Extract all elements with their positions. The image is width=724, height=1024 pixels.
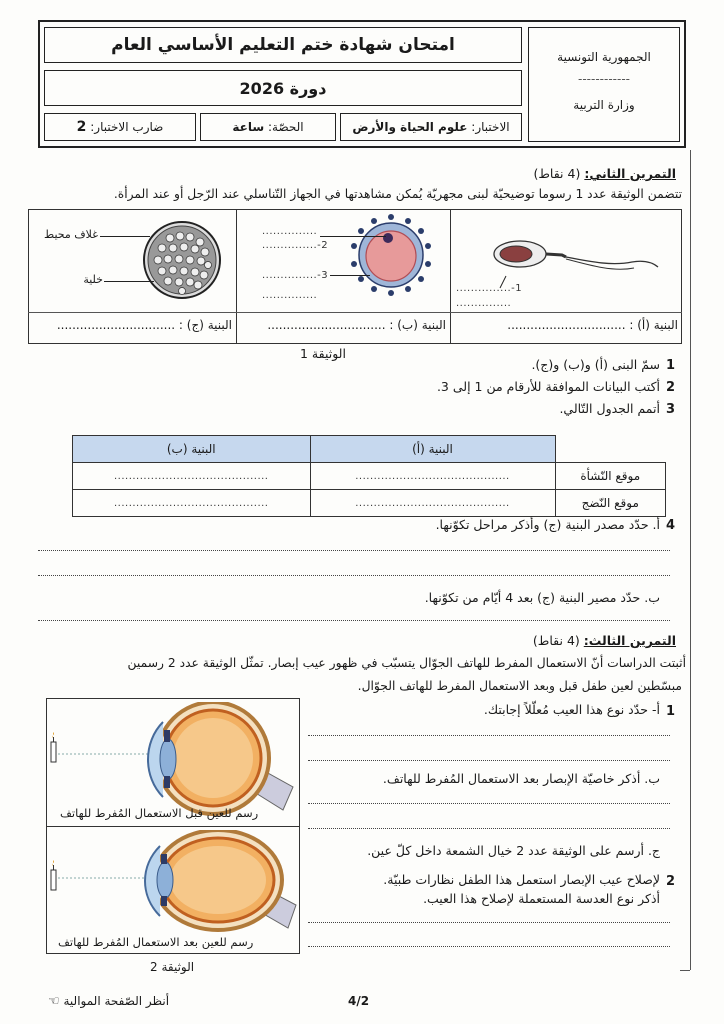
eye-before-drawing bbox=[48, 702, 298, 820]
pointing-hand-icon: ☜ bbox=[48, 994, 60, 1009]
q4a-text: أ. حدّد مصدر البنية (ج) وأذكر مراحل تكوّنها. bbox=[435, 517, 660, 532]
answer-line-q4a-1[interactable] bbox=[38, 550, 670, 551]
answer-line-ex3-q1b-1[interactable] bbox=[308, 803, 670, 804]
duration-value: ساعة bbox=[232, 120, 265, 134]
exam-session: دورة 2026 bbox=[44, 70, 522, 106]
eye-before-caption: رسم للعين قبل الاستعمال المُفرط للهاتف bbox=[60, 806, 259, 820]
duration-cell bbox=[200, 113, 336, 141]
figure-divider-1 bbox=[236, 209, 237, 344]
answer-line-ex3-q1a-1[interactable] bbox=[308, 735, 670, 736]
coefficient-label: ضارب الاختبار: bbox=[90, 120, 164, 134]
b-label3: ...............-3 bbox=[262, 270, 329, 281]
table-cell-a1[interactable]: .......................................... bbox=[310, 463, 555, 490]
q3-text: أتمم الجدول التّالي. bbox=[559, 401, 660, 416]
coefficient-cell bbox=[44, 113, 196, 141]
answer-line-ex3-q2-1[interactable] bbox=[308, 922, 670, 923]
a-dots: ............... bbox=[456, 298, 512, 309]
figure-label-row-line bbox=[28, 312, 682, 313]
b-dots-top: ............... bbox=[262, 226, 318, 237]
subject-value: علوم الحياة والأرض bbox=[352, 120, 468, 134]
ex3-q2-number: 2 bbox=[666, 874, 676, 889]
exam-title: امتحان شهادة ختم التعليم الأساسي العام bbox=[44, 27, 522, 63]
q1-text: سمّ البنى (أ) و(ب) و(ج). bbox=[531, 357, 660, 372]
table-cell-b1[interactable]: .......................................... bbox=[73, 463, 311, 490]
table-header-b: البنية (ب) bbox=[73, 436, 311, 463]
exercise2-points: (4 نقاط) bbox=[533, 166, 581, 181]
exercise3-title: التمرين الثالث: bbox=[583, 633, 676, 648]
exercise3-intro-1: أثبتت الدراسات أنّ الاستعمال المفرط للهاتف الجوّال يتسبّب في ظهور عيب إبصار. تمثّل الوثيقة عدد 2 رسمين bbox=[127, 656, 686, 670]
exercise2-intro: تتضمن الوثيقة عدد 1 رسوما توضيحيّة لبنى مجهريّة يُمكن مشاهدتها في الجهاز التّناسلي عند الرّجل أو عند المرأة. bbox=[113, 187, 682, 201]
answer-line-ex3-q1b-2[interactable] bbox=[308, 828, 670, 829]
answer-line-ex3-q2-2[interactable] bbox=[308, 946, 670, 947]
exercise2-title: التمرين الثاني: bbox=[584, 166, 676, 181]
eye-after-caption: رسم للعين بعد الاستعمال المُفرط للهاتف bbox=[58, 935, 254, 949]
answer-line-q4a-2[interactable] bbox=[38, 575, 670, 576]
subject-cell bbox=[340, 113, 522, 141]
c-label2-leader bbox=[104, 281, 154, 282]
a-label1: ...............-1 bbox=[456, 283, 523, 294]
exercise2-heading bbox=[533, 166, 676, 181]
ministry-name: وزارة التربية bbox=[573, 98, 635, 112]
exercise3-points: (4 نقاط) bbox=[532, 633, 580, 648]
republic-name: الجمهورية التونسية bbox=[557, 50, 651, 64]
next-page-text: أنظر الصّفحة الموالية bbox=[63, 994, 170, 1008]
table-corner bbox=[555, 436, 666, 463]
table-header-a: البنية (أ) bbox=[310, 436, 555, 463]
q4-number: 4 bbox=[666, 518, 676, 533]
document2-caption: الوثيقة 2 bbox=[150, 960, 195, 974]
footer-next-page bbox=[48, 994, 169, 1009]
b-dots-bottom: ............... bbox=[262, 290, 318, 301]
ex3-q1-number: 1 bbox=[666, 704, 676, 719]
structure-b-answer[interactable]: البنية (ب) : ............................... bbox=[267, 318, 446, 332]
tubule-drawing bbox=[140, 218, 224, 302]
b-label3-leader bbox=[330, 275, 370, 276]
duration-label: الحصّة: bbox=[268, 120, 304, 134]
exercise3-intro-2: مبسّطين لعين طفل قبل وبعد الاستعمال المفرط للهاتف الجوّال. bbox=[357, 679, 682, 693]
answer-line-q4b[interactable] bbox=[38, 620, 670, 621]
page-number: 4/2 bbox=[348, 994, 370, 1008]
q1-number: 1 bbox=[666, 358, 676, 373]
q3-number: 3 bbox=[666, 402, 676, 417]
ex3-q1c-text: ج. أرسم على الوثيقة عدد 2 خيال الشمعة داخل كلّ عين. bbox=[367, 843, 660, 858]
subject-label: الاختبار: bbox=[471, 120, 510, 134]
document1-caption: الوثيقة 1 bbox=[300, 346, 346, 361]
header-divider: ------------ bbox=[578, 72, 630, 86]
q4b-text: ب. حدّد مصير البنية (ج) بعد 4 أيّام من تكوّنها. bbox=[424, 590, 660, 605]
document2-divider bbox=[46, 826, 300, 827]
c-label-cell: خلية bbox=[83, 273, 103, 286]
margin-line-end bbox=[680, 970, 690, 971]
table-row-maturation: موقع النّضج bbox=[555, 490, 666, 517]
coefficient-value: 2 bbox=[76, 119, 87, 135]
ex3-q2-line2: أذكر نوع العدسة المستعملة لإصلاح هذا العيب. bbox=[423, 891, 660, 906]
q2-number: 2 bbox=[666, 380, 676, 395]
structure-c-answer[interactable]: البنية (ج) : ............................... bbox=[56, 318, 232, 332]
margin-line bbox=[690, 150, 691, 970]
exercise3-heading bbox=[533, 633, 676, 648]
table-cell-a2[interactable]: .......................................... bbox=[310, 490, 555, 517]
figure-divider-2 bbox=[450, 209, 451, 344]
answer-line-ex3-q1a-2[interactable] bbox=[308, 760, 670, 761]
b-label2: ...............-2 bbox=[262, 240, 329, 251]
ex3-q1a-text: أ- حدّد نوع هذا العيب مُعلّلاً إجابتك. bbox=[483, 702, 660, 717]
table-cell-b2[interactable]: .......................................... bbox=[73, 490, 311, 517]
q2-text: أكتب البيانات الموافقة للأرقام من 1 إلى 3. bbox=[436, 379, 660, 394]
table-row-origin: موقع النّشأة bbox=[555, 463, 666, 490]
ex3-q2-line1: لإصلاح عيب الإبصار استعمل هذا الطفل نظارات طبيّة. bbox=[383, 872, 660, 887]
c-label-envelope: غلاف محيط bbox=[44, 228, 98, 241]
ovum-drawing bbox=[350, 214, 432, 296]
structure-a-answer[interactable]: البنية (أ) : ............................... bbox=[507, 318, 678, 332]
b-label2-leader bbox=[320, 236, 386, 237]
c-label1-leader bbox=[100, 236, 150, 237]
eye-after-drawing bbox=[48, 830, 298, 934]
maturation-table bbox=[72, 435, 666, 517]
ex3-q1b-text: ب. أذكر خاصيّة الإبصار بعد الاستعمال المُفرط للهاتف. bbox=[382, 771, 660, 786]
ministry-block bbox=[528, 27, 680, 142]
